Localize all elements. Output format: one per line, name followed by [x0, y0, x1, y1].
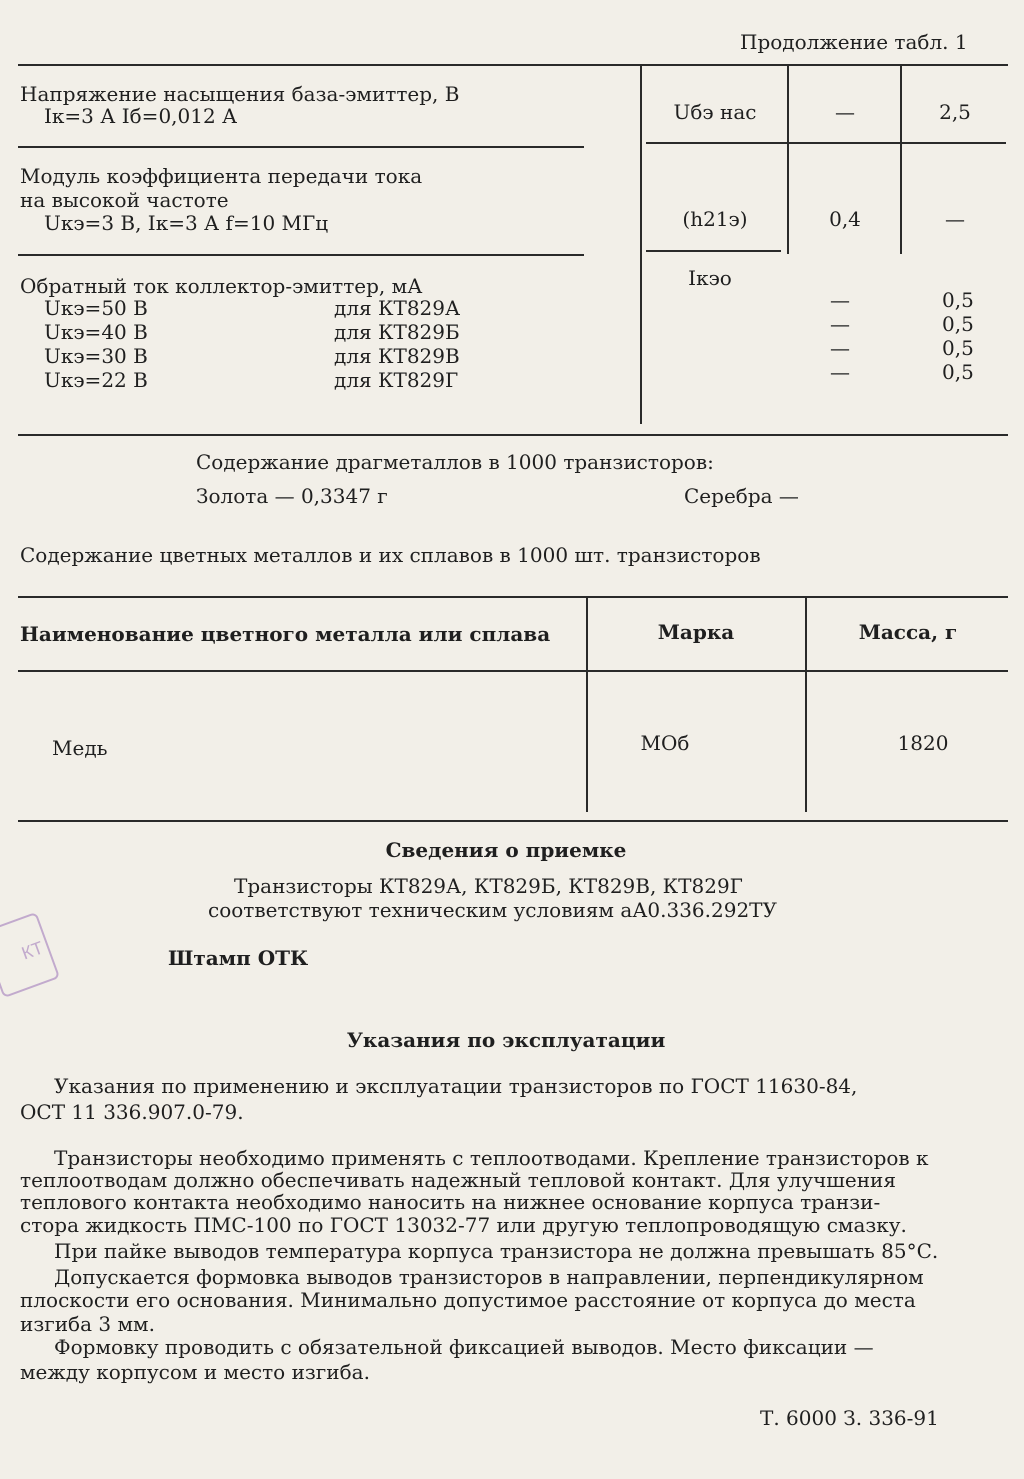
precious-title: Содержание драгметаллов в 1000 транзисторов:: [196, 450, 714, 474]
reverse-min: —: [830, 288, 850, 312]
param-condition: Uкэ=3 В, Iк=3 А f=10 МГц: [44, 211, 329, 235]
operation-text-line: Транзисторы необходимо применять с теплоотводами. Крепление транзисторов к: [54, 1146, 929, 1170]
reverse-type: для КТ829Г: [334, 368, 459, 392]
operation-text-line: Формовку проводить с обязательной фиксацией выводов. Место фиксации —: [54, 1335, 874, 1359]
metal-column-rule: [805, 596, 807, 812]
row-rule: [646, 142, 1006, 144]
operation-text-line: При пайке выводов температура корпуса транзистора не должна превышать 85°С.: [54, 1239, 939, 1263]
operation-text-line: изгиба 3 мм.: [20, 1312, 155, 1336]
reverse-condition: Uкэ=22 В: [44, 368, 148, 392]
operation-text-line: теплового контакта необходимо наносить на нижнее основание корпуса транзи-: [20, 1190, 881, 1214]
reverse-condition: Uкэ=40 В: [44, 320, 148, 344]
nonferrous-title: Содержание цветных металлов и их сплавов в 1000 шт. транзисторов: [20, 543, 761, 567]
acceptance-line: соответствуют техническим условиям аА0.336.292ТУ: [208, 898, 777, 922]
row-rule: [646, 250, 781, 252]
print-code: Т. 6000 З. 336-91: [760, 1406, 939, 1430]
max-column-rule: [900, 64, 902, 254]
reverse-condition: Uкэ=50 В: [44, 296, 148, 320]
param-max: —: [945, 207, 965, 231]
gold-content: Золота — 0,3347 г: [196, 484, 388, 508]
metal-name: Медь: [52, 736, 108, 760]
top-rule: [18, 64, 1008, 66]
param-symbol: Uбэ нас: [673, 100, 757, 124]
qc-stamp-label: Штамп ОТК: [168, 946, 309, 970]
symbol-column-rule: [640, 64, 642, 424]
operation-text-line: теплоотводам должно обеспечивать надежный тепловой контакт. Для улучшения: [20, 1168, 897, 1192]
reverse-type: для КТ829В: [334, 344, 460, 368]
metal-name-header: Наименование цветного металла или сплава: [20, 622, 551, 646]
reverse-min: —: [830, 360, 850, 384]
metal-table-top-rule: [18, 596, 1008, 598]
param-symbol: Iкэо: [688, 266, 732, 290]
param-condition: Iк=3 А Iб=0,012 А: [44, 104, 238, 128]
reverse-max: 0,5: [942, 360, 974, 384]
metal-grade-header: Марка: [657, 620, 735, 644]
acceptance-line: Транзисторы КТ829А, КТ829Б, КТ829В, КТ829Г: [234, 874, 743, 898]
qc-stamp-mark: КТ: [0, 912, 60, 998]
metal-column-rule: [586, 596, 588, 812]
row-rule: [18, 146, 584, 148]
param-min: —: [835, 100, 855, 124]
param-label: Модуль коэффициента передачи тока: [20, 164, 423, 188]
reverse-max: 0,5: [942, 336, 974, 360]
continuation-label: Продолжение табл. 1: [740, 30, 968, 54]
reverse-condition: Uкэ=30 В: [44, 344, 148, 368]
row-rule: [18, 254, 584, 256]
reverse-type: для КТ829Б: [334, 320, 460, 344]
reverse-min: —: [830, 312, 850, 336]
metal-mass-header: Масса, г: [858, 620, 958, 644]
reverse-max: 0,5: [942, 288, 974, 312]
operation-text-line: стора жидкость ПМС-100 по ГОСТ 13032-77 или другую теплопроводящую смазку.: [20, 1213, 907, 1237]
table-bottom-rule: [18, 434, 1008, 436]
operation-paragraph: ОСТ 11 336.907.0-79.: [20, 1100, 244, 1124]
reverse-type: для КТ829А: [334, 296, 461, 320]
operation-title: Указания по эксплуатации: [346, 1028, 666, 1052]
acceptance-title: Сведения о приемке: [385, 838, 627, 862]
param-max: 2,5: [939, 100, 971, 124]
param-label: Обратный ток коллектор-эмиттер, мА: [20, 274, 423, 298]
param-label: Напряжение насыщения база-эмиттер, В: [20, 82, 460, 106]
param-min: 0,4: [829, 207, 861, 231]
param-label: на высокой частоте: [20, 188, 229, 212]
metal-mass: 1820: [897, 731, 949, 755]
metal-grade: МОб: [640, 731, 690, 755]
operation-text-line: плоскости его основания. Минимально допустимое расстояние от корпуса до места: [20, 1288, 916, 1312]
silver-content: Серебра —: [684, 484, 799, 508]
reverse-min: —: [830, 336, 850, 360]
operation-text-line: Допускается формовка выводов транзисторов в направлении, перпендикулярном: [54, 1265, 924, 1289]
param-symbol: (h21э): [682, 207, 748, 231]
metal-table-bottom-rule: [18, 820, 1008, 822]
metal-header-rule: [18, 670, 1008, 672]
operation-text-line: между корпусом и место изгиба.: [20, 1360, 370, 1384]
operation-paragraph: Указания по применению и эксплуатации транзисторов по ГОСТ 11630-84,: [54, 1074, 858, 1098]
reverse-max: 0,5: [942, 312, 974, 336]
min-column-rule: [787, 64, 789, 254]
